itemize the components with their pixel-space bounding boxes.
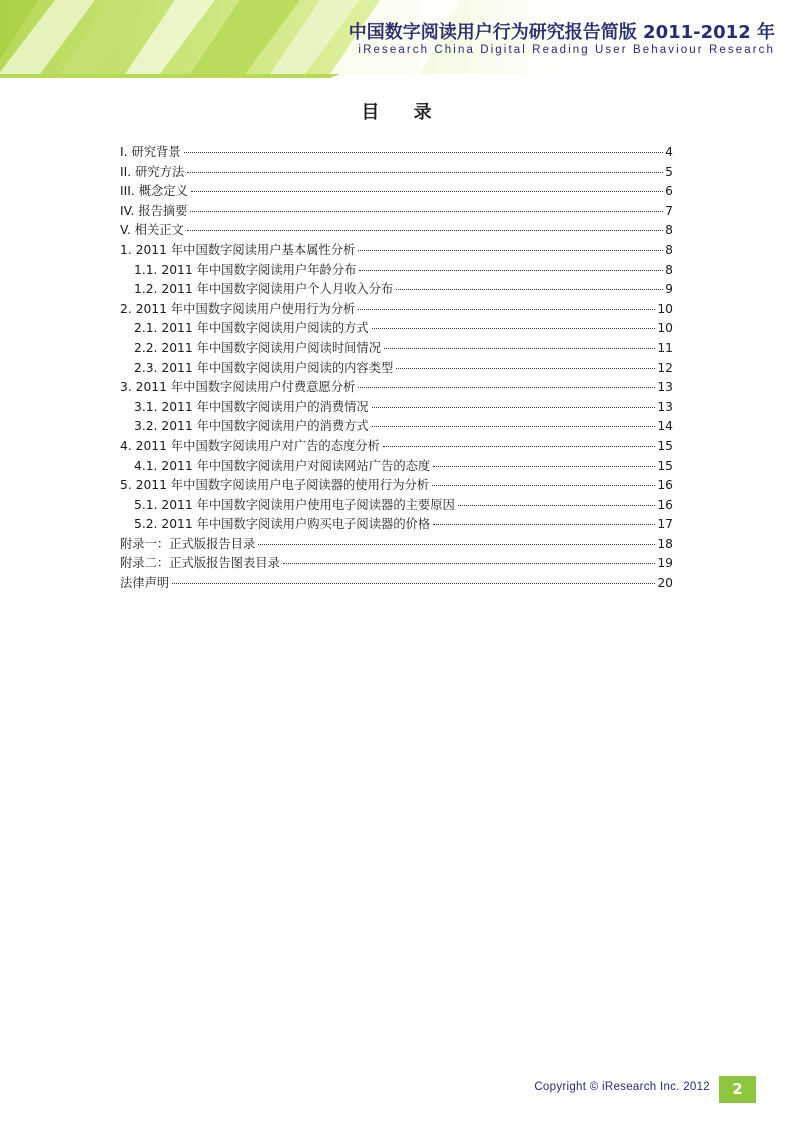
toc-entry[interactable]	[120, 221, 673, 241]
toc-dot-leader	[358, 387, 655, 388]
toc-entry[interactable]	[120, 554, 673, 574]
toc-entry-page: 8	[665, 242, 673, 257]
toc-dot-leader	[383, 446, 655, 447]
toc-entry-page: 11	[657, 340, 673, 355]
toc-entry[interactable]	[120, 417, 673, 437]
toc-entry-page: 8	[665, 262, 673, 277]
toc-entry-label: 1.1. 2011 年中国数字阅读用户年龄分布	[134, 261, 358, 281]
toc-dot-leader	[283, 563, 655, 564]
toc-entry-label: I. 研究背景	[120, 143, 183, 163]
toc-dot-leader	[458, 505, 656, 506]
toc-entry-page: 9	[665, 282, 673, 297]
toc-entry-label: 3. 2011 年中国数字阅读用户付费意愿分析	[120, 378, 357, 398]
toc-entry[interactable]	[120, 300, 673, 320]
toc-entry-page: 10	[657, 321, 673, 336]
toc-entry-label: 5.2. 2011 年中国数字阅读用户购买电子阅读器的价格	[134, 515, 432, 535]
toc-entry-label: 法律声明	[120, 574, 171, 594]
toc-entry[interactable]	[120, 163, 673, 183]
toc-entry[interactable]	[120, 261, 673, 281]
toc-dot-leader	[191, 191, 663, 192]
toc-entry-page: 6	[665, 184, 673, 199]
toc-dot-leader	[396, 368, 655, 369]
toc-entry-label: 3.2. 2011 年中国数字阅读用户的消费方式	[134, 417, 371, 437]
toc-entry-page: 5	[665, 164, 673, 179]
toc-entry-page: 15	[657, 438, 673, 453]
page-header	[0, 0, 793, 78]
toc-entry-page: 16	[657, 478, 673, 493]
toc-entry[interactable]	[120, 457, 673, 477]
toc-entry-label: 2. 2011 年中国数字阅读用户使用行为分析	[120, 300, 357, 320]
toc-entry[interactable]	[120, 535, 673, 555]
toc-entry[interactable]	[120, 339, 673, 359]
toc-entry[interactable]	[120, 378, 673, 398]
toc-dot-leader	[258, 544, 655, 545]
toc-entry-page: 12	[657, 360, 673, 375]
toc-dot-leader	[433, 466, 655, 467]
toc-dot-leader	[172, 583, 655, 584]
toc-entry-label: 5.1. 2011 年中国数字阅读用户使用电子阅读器的主要原因	[134, 496, 457, 516]
toc-entry-page: 13	[657, 380, 673, 395]
toc-entry[interactable]	[120, 280, 673, 300]
toc-entry-page: 13	[657, 399, 673, 414]
toc-entry-page: 10	[657, 301, 673, 316]
toc-entry[interactable]	[120, 496, 673, 516]
toc-entry-page: 4	[665, 145, 673, 159]
toc-entry-page: 19	[657, 556, 673, 571]
toc-dot-leader	[433, 524, 655, 525]
toc-dot-leader	[358, 309, 655, 310]
toc-entry-page: 17	[657, 517, 673, 532]
report-title: 中国数字阅读用户行为研究报告简版 2011-2012 年	[348, 22, 775, 43]
toc-entry-label: II. 研究方法	[120, 163, 186, 183]
toc-entry-label: 5. 2011 年中国数字阅读用户电子阅读器的使用行为分析	[120, 476, 431, 496]
toc-entry[interactable]	[120, 574, 673, 594]
toc-entry[interactable]	[120, 476, 673, 496]
toc-dot-leader	[384, 348, 655, 349]
toc-dot-leader	[359, 270, 663, 271]
report-subtitle: iResearch China Digital Reading User Behaviour Research	[358, 44, 775, 56]
toc-entry-label: III. 概念定义	[120, 182, 190, 202]
toc-entry-page: 15	[657, 458, 673, 473]
toc-entry-page: 8	[665, 223, 673, 238]
table-of-contents	[120, 143, 673, 594]
toc-dot-leader	[372, 328, 656, 329]
toc-entry[interactable]	[120, 437, 673, 457]
toc-entry[interactable]	[120, 182, 673, 202]
toc-dot-leader	[372, 426, 656, 427]
toc-entry-label: 2.2. 2011 年中国数字阅读用户阅读时间情况	[134, 339, 383, 359]
toc-entry-label: 1.2. 2011 年中国数字阅读用户个人月收入分布	[134, 280, 395, 300]
toc-entry-label: IV. 报告摘要	[120, 202, 189, 222]
toc-entry[interactable]	[120, 515, 673, 535]
toc-dot-leader	[358, 250, 663, 251]
toc-dot-leader	[396, 289, 663, 290]
toc-entry-label: 3.1. 2011 年中国数字阅读用户的消费情况	[134, 398, 371, 418]
toc-entry-label: 1. 2011 年中国数字阅读用户基本属性分析	[120, 241, 357, 261]
toc-entry-page: 14	[657, 419, 673, 434]
footer-copyright: Copyright © iResearch Inc. 2012	[534, 1081, 710, 1093]
toc-entry[interactable]	[120, 359, 673, 379]
toc-dot-leader	[432, 485, 655, 486]
toc-dot-leader	[184, 152, 664, 153]
toc-entry-label: 附录一：正式版报告目录	[120, 535, 257, 555]
toc-entry-page: 7	[665, 203, 673, 218]
toc-entry[interactable]	[120, 143, 673, 163]
page-number-badge: 2	[719, 1076, 756, 1103]
toc-entry-label: 4. 2011 年中国数字阅读用户对广告的态度分析	[120, 437, 382, 457]
toc-heading: 目 录	[361, 102, 446, 123]
toc-entry[interactable]	[120, 319, 673, 339]
toc-entry-page: 16	[657, 497, 673, 512]
toc-entry[interactable]	[120, 202, 673, 222]
toc-entry-page: 20	[657, 576, 673, 591]
toc-entry[interactable]	[120, 241, 673, 261]
toc-entry-label: 2.1. 2011 年中国数字阅读用户阅读的方式	[134, 319, 371, 339]
toc-entry-page: 18	[657, 536, 673, 551]
toc-entry-label: 4.1. 2011 年中国数字阅读用户对阅读网站广告的态度	[134, 457, 432, 477]
toc-entry-label: V. 相关正文	[120, 221, 186, 241]
toc-dot-leader	[372, 407, 656, 408]
toc-entry-label: 附录二：正式版报告图表目录	[120, 554, 282, 574]
toc-entry-label: 2.3. 2011 年中国数字阅读用户阅读的内容类型	[134, 359, 395, 379]
toc-dot-leader	[187, 230, 663, 231]
toc-entry[interactable]	[120, 398, 673, 418]
toc-dot-leader	[187, 172, 663, 173]
toc-dot-leader	[190, 211, 663, 212]
